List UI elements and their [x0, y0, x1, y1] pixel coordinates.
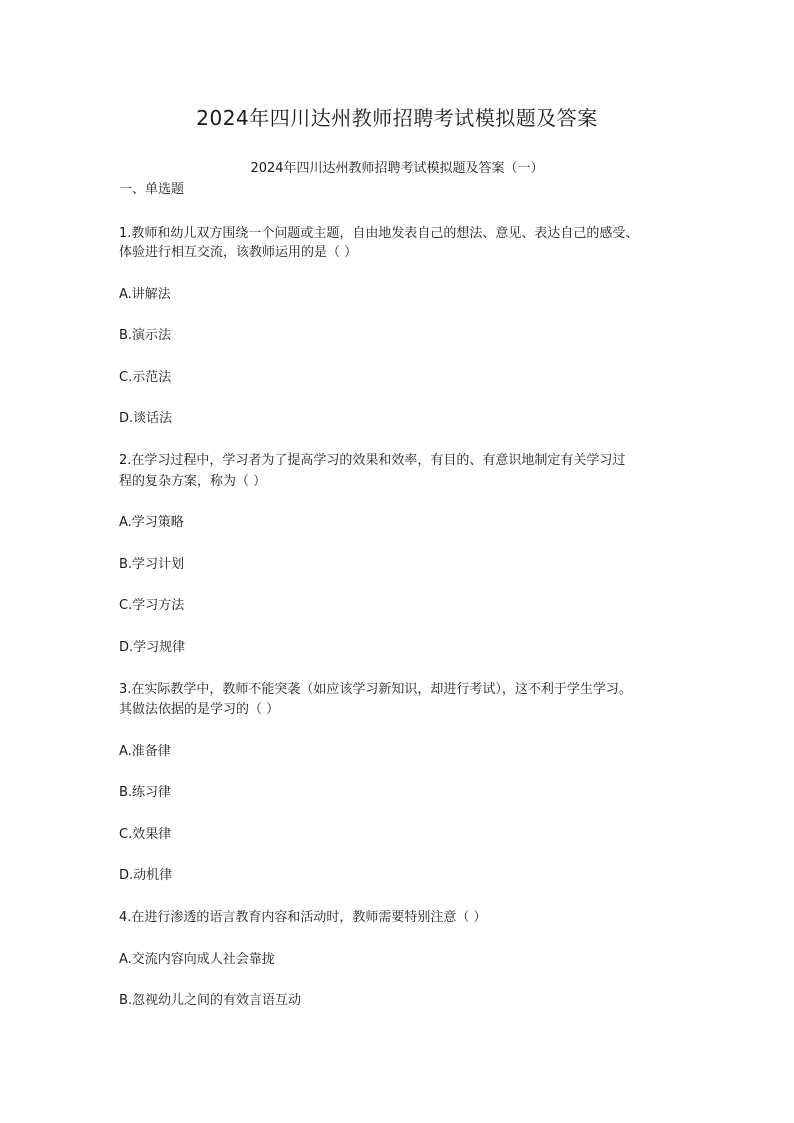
question-1-option-b: B.演示法 [119, 328, 172, 343]
question-3-option-b: B.练习律 [119, 785, 172, 800]
document-title: 2024年四川达州教师招聘考试模拟题及答案 [196, 106, 598, 130]
question-4-option-b: B.忽视幼儿之间的有效言语互动 [119, 993, 302, 1008]
section-heading: 一、单选题 [119, 182, 185, 197]
question-4-option-a: A.交流内容向成人社会靠拢 [119, 952, 275, 967]
question-1-option-a: A.讲解法 [119, 287, 171, 302]
question-2-stem-line-1: 2.在学习过程中，学习者为了提高学习的效果和效率，有目的、有意识地制定有关学习过 [119, 453, 626, 468]
question-3-stem-line-2: 其做法依据的是学习的（ ） [119, 702, 280, 717]
question-3-stem-line-1: 3.在实际教学中，教师不能突袭（如应该学习新知识，却进行考试），这不利于学生学习。 [119, 682, 632, 697]
question-3-option-a: A.准备律 [119, 744, 171, 759]
question-2-stem-line-2: 程的复杂方案，称为（ ） [119, 474, 267, 489]
question-2-option-c: C.学习方法 [119, 598, 185, 613]
question-3-option-d: D.动机律 [119, 868, 173, 883]
question-1-stem-line-1: 1.教师和幼儿双方围绕一个问题或主题，自由地发表自己的想法、意见、表达自己的感受、 [119, 226, 639, 241]
question-1-option-d: D.谈话法 [119, 411, 173, 426]
question-4-stem-line-1: 4.在进行渗透的语言教育内容和活动时，教师需要特别注意（ ） [119, 910, 487, 925]
question-2-option-b: B.学习计划 [119, 557, 185, 572]
question-2-option-a: A.学习策略 [119, 515, 184, 530]
document-subtitle: 2024年四川达州教师招聘考试模拟题及答案（一） [250, 161, 544, 176]
question-1-option-c: C.示范法 [119, 370, 172, 385]
question-1-stem-line-2: 体验进行相互交流，该教师运用的是（ ） [119, 245, 358, 260]
question-3-option-c: C.效果律 [119, 827, 172, 842]
question-2-option-d: D.学习规律 [119, 640, 186, 655]
